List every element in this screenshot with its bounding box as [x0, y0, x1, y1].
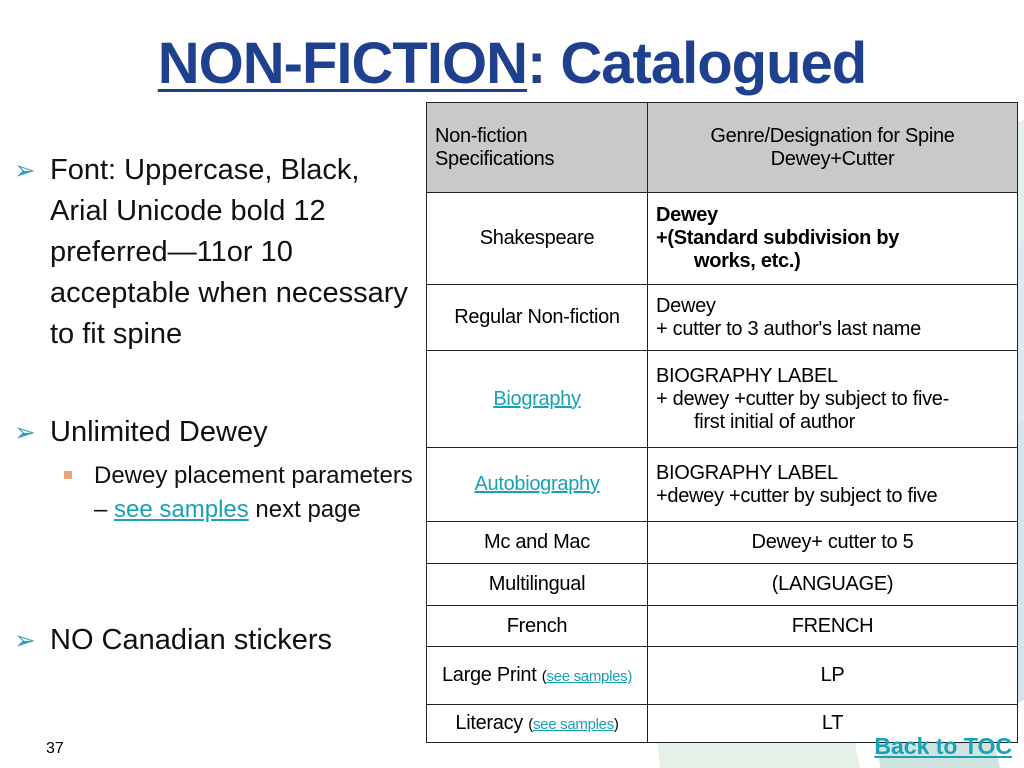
- table-row: [427, 522, 1018, 564]
- arrow-bullet-icon: ➢: [14, 155, 36, 185]
- genre-cell: Dewey + cutter to 3 author's last name: [648, 285, 1018, 351]
- table-row: [427, 351, 1018, 448]
- spec-cell: Multilingual: [427, 564, 648, 606]
- table-row: [427, 193, 1018, 285]
- table-row: [427, 564, 1018, 606]
- spec-cell: [427, 448, 648, 522]
- bullet-font-text: Font: Uppercase, Black, Arial Unicode bold 12 preferred—11or 10 acceptable when necessary to fit spine: [50, 154, 408, 350]
- table-header-row: [427, 103, 1018, 193]
- arrow-bullet-icon: ➢: [14, 417, 36, 447]
- autobiography-link[interactable]: Autobiography: [474, 473, 600, 495]
- genre-cell: Dewey+ cutter to 5: [648, 522, 1018, 564]
- genre-cell: LP: [648, 647, 1018, 705]
- sub-bullet-text: Dewey placement parameters –: [94, 462, 413, 523]
- arrow-bullet-icon: ➢: [14, 625, 36, 655]
- page-number: 37: [46, 740, 64, 757]
- title-underlined: NON-FICTION: [157, 31, 527, 96]
- table-row: [427, 606, 1018, 647]
- spec-cell: French: [427, 606, 648, 647]
- bullet-unlimited-dewey-text: Unlimited Dewey: [50, 416, 268, 448]
- biography-link[interactable]: Biography: [493, 387, 581, 410]
- spec-cell: Regular Non-fiction: [427, 285, 648, 351]
- spec-cell: Shakespeare: [427, 193, 648, 285]
- genre-cell: BIOGRAPHY LABEL +dewey +cutter by subject to five: [648, 448, 1018, 522]
- title-rest: : Catalogued: [526, 31, 867, 96]
- genre-cell: (LANGUAGE): [648, 564, 1018, 606]
- genre-cell: BIOGRAPHY LABEL + dewey +cutter by subject to five- first initial of author: [648, 351, 1018, 448]
- spec-cell: Large Print (see samples): [427, 647, 648, 705]
- table-row: [427, 285, 1018, 351]
- see-samples-link[interactable]: see samples: [114, 496, 249, 523]
- bullet-no-canadian-text: NO Canadian stickers: [50, 624, 333, 656]
- sub-bullet-text-end: next page: [248, 496, 361, 523]
- large-print-see-samples-link[interactable]: see samples): [546, 668, 633, 685]
- header-genre-cell: [648, 103, 1018, 193]
- table-row: [427, 647, 1018, 705]
- spec-cell: Mc and Mac: [427, 522, 648, 564]
- header-spec-cell: Non-fiction Specifications: [427, 103, 648, 193]
- spec-table: [426, 102, 1018, 743]
- table-row: [427, 448, 1018, 522]
- genre-cell: LT: [648, 705, 1018, 743]
- genre-cell: Dewey +(Standard subdivision by works, etc.): [648, 193, 1018, 285]
- header-genre-line1: Genre/Designation for Spine: [710, 124, 955, 147]
- back-to-toc-link[interactable]: Back to TOC: [874, 733, 1012, 759]
- spec-cell: Literacy (see samples): [427, 705, 648, 743]
- spec-cell: [427, 351, 648, 448]
- literacy-see-samples-link[interactable]: see samples: [532, 716, 614, 733]
- genre-cell: FRENCH: [648, 606, 1018, 647]
- square-bullet-icon: [64, 471, 72, 479]
- page-title: [0, 30, 1024, 97]
- header-genre-line2: Dewey+Cutter: [770, 147, 895, 170]
